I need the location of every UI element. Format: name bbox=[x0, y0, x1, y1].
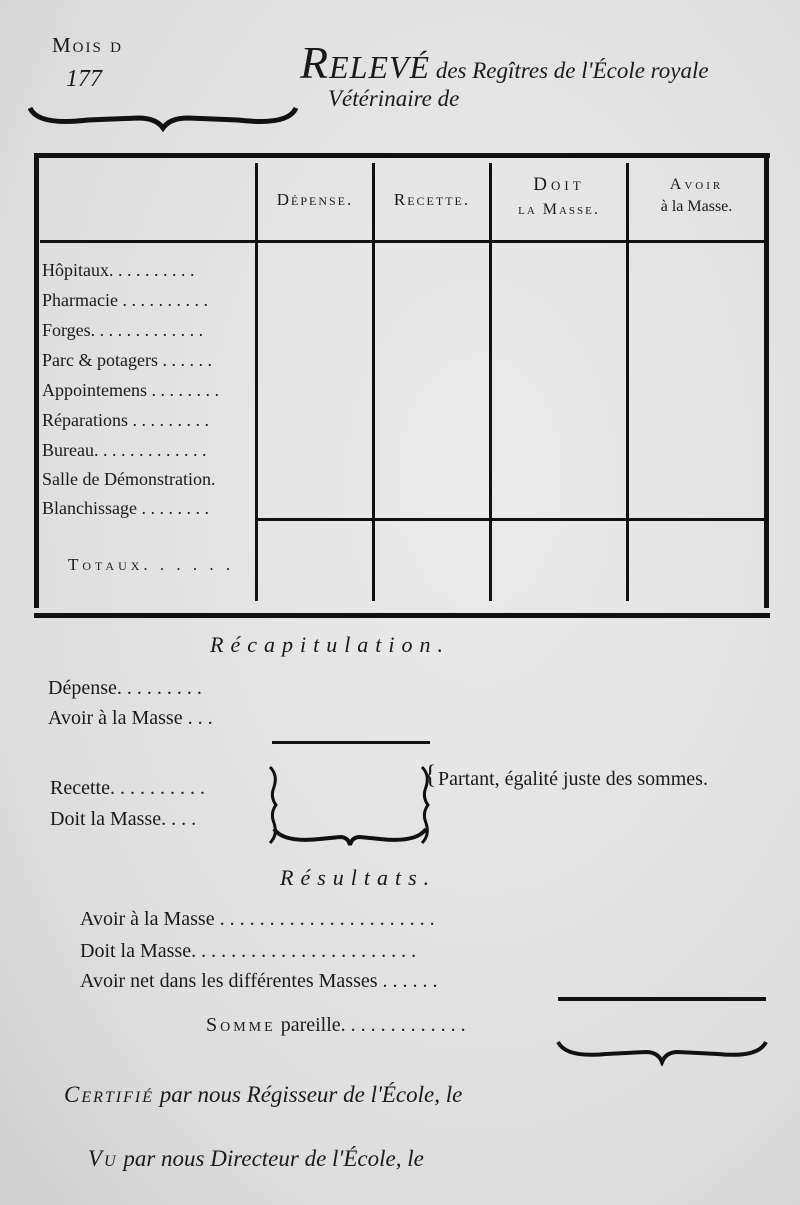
left-brace-ornament bbox=[28, 98, 298, 132]
col-avoir-line2: à la Masse. bbox=[660, 198, 733, 216]
page-title bbox=[300, 36, 709, 89]
row-appointemens: Appointemens . . . . . . . . bbox=[42, 380, 219, 400]
row-parc-potagers: Parc & potagers . . . . . . bbox=[42, 350, 212, 370]
month-label: Mois d bbox=[52, 33, 123, 57]
vu-rest: par nous Directeur de l'École, le bbox=[123, 1146, 424, 1171]
res-somme bbox=[206, 1014, 466, 1037]
res-somme-sc: Somme bbox=[206, 1014, 276, 1036]
partant-brace: { bbox=[424, 760, 437, 789]
col-depense-line1: Dépense. bbox=[276, 190, 354, 209]
res-net: Avoir net dans les différentes Masses . . . . . . bbox=[80, 970, 438, 992]
cert-sc: Certifié bbox=[64, 1082, 154, 1107]
header-rule bbox=[40, 240, 764, 243]
row-blanchissage: Blanchissage . . . . . . . . bbox=[42, 498, 209, 518]
row-pharmacie: Pharmacie . . . . . . . . . . bbox=[42, 290, 208, 310]
title-rest: des Regîtres de l'École royale bbox=[435, 58, 709, 83]
col-doit-line2: la Masse. bbox=[518, 200, 600, 218]
totals-rule bbox=[258, 518, 764, 521]
res-avoir: Avoir à la Masse . . . . . . . . . . . . . . . . . . . . . . bbox=[80, 908, 435, 930]
recap-doit: Doit la Masse. . . . bbox=[50, 808, 197, 830]
recap-avoir: Avoir à la Masse . . . bbox=[48, 707, 213, 729]
row-hopitaux: Hôpitaux. . . . . . . . . . bbox=[42, 260, 195, 280]
recap-recette: Recette. . . . . . . . . . bbox=[50, 777, 205, 799]
year-label: 177 bbox=[66, 66, 102, 92]
right-brace-ornament bbox=[556, 1036, 768, 1066]
table-right-border bbox=[764, 158, 769, 608]
col-recette bbox=[375, 188, 489, 212]
col-divider-4 bbox=[626, 163, 629, 601]
cert-regisseur bbox=[64, 1082, 462, 1108]
col-depense bbox=[258, 188, 372, 212]
row-salle-demonstration: Salle de Démonstration. bbox=[42, 469, 216, 489]
row-reparations: Réparations . . . . . . . . . bbox=[42, 410, 209, 430]
col-divider-2 bbox=[372, 163, 375, 601]
col-avoir bbox=[629, 174, 764, 219]
res-doit: Doit la Masse. . . . . . . . . . . . . . . . . . . . . . . bbox=[80, 940, 417, 962]
col-avoir-line1: Avoir bbox=[669, 176, 724, 193]
res-sum-rule bbox=[558, 997, 766, 1001]
vu-sc: Vu bbox=[88, 1146, 118, 1171]
title-line2: Vétérinaire de bbox=[328, 86, 460, 111]
recap-depense: Dépense. . . . . . . . . bbox=[48, 677, 202, 699]
recap-bracket-ornament bbox=[260, 765, 440, 847]
recap-sum-rule bbox=[272, 741, 430, 744]
title-releve: Relevé bbox=[300, 37, 431, 88]
col-doit-line1: Doit bbox=[533, 174, 585, 195]
resultats-title: Résultats. bbox=[280, 865, 437, 890]
vu-directeur bbox=[88, 1146, 424, 1172]
cert-rest: par nous Régisseur de l'École, le bbox=[159, 1082, 463, 1107]
res-somme-rest: pareille. . . . . . . . . . . . . bbox=[280, 1014, 466, 1036]
col-recette-line1: Recette. bbox=[393, 190, 471, 209]
col-divider-1 bbox=[255, 163, 258, 601]
recap-partant: Partant, égalité juste des sommes. bbox=[438, 768, 708, 790]
table-left-border bbox=[34, 158, 39, 608]
recap-title: Récapitulation. bbox=[210, 632, 451, 657]
col-doit bbox=[492, 172, 626, 221]
row-forges: Forges. . . . . . . . . . . . . bbox=[42, 320, 204, 340]
row-bureau: Bureau. . . . . . . . . . . . . bbox=[42, 440, 207, 460]
col-divider-3 bbox=[489, 163, 492, 601]
row-totaux: Totaux. . . . . . bbox=[68, 555, 235, 574]
